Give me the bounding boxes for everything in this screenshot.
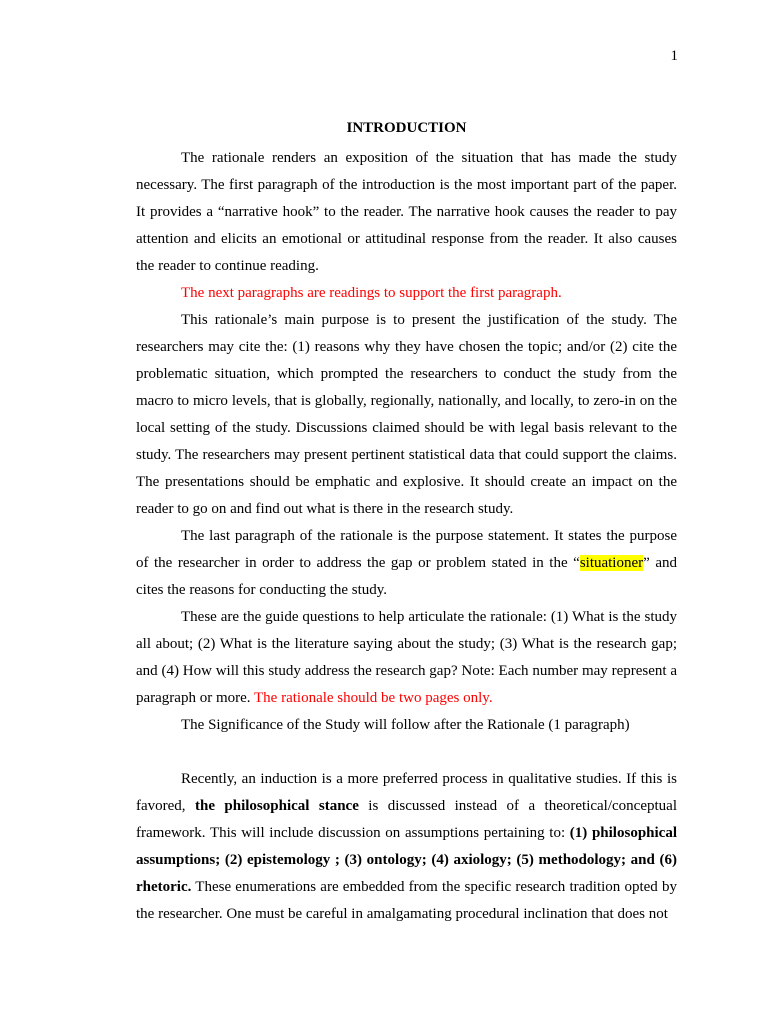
paragraph-purpose-statement <box>136 523 677 604</box>
paragraph-philosophical-stance <box>136 766 677 928</box>
document-body <box>136 118 677 928</box>
blank-line <box>136 739 677 766</box>
purpose-text-after: ” and cites the reasons for conducting the study. <box>136 555 677 598</box>
red-page-limit-note: The rationale should be two pages only. <box>254 690 493 706</box>
paragraph-guide-questions <box>136 604 677 712</box>
highlighted-term: situationer <box>579 555 644 571</box>
section-heading: INTRODUCTION <box>346 120 467 136</box>
stance-bold-phrase: the philosophical stance <box>194 798 359 814</box>
paragraph-rationale-purpose: This rationale’s main purpose is to present the justification of the study. The researchers may cite the: (1) reasons why they have chosen the topic; and/or (2) cite the problematic situation, which prompted the researchers to conduct the study from the macro to micro levels, that is globally, regionally, nationally, and locally, to zero-in on the local setting of the study. Discussions claimed should be with legal basis relevant to the study. The researchers may present pertinent statistical data that could support the claims. The presentations should be emphatic and explosive. It should create an impact on the reader to go on and find out what is there in the research study. <box>136 312 677 517</box>
page-number: 1 <box>670 48 678 64</box>
paragraph-significance-note: The Significance of the Study will follow after the Rationale (1 paragraph) <box>181 717 630 733</box>
guide-questions-text: These are the guide questions to help articulate the rationale: (1) What is the study all about; (2) What is the literature saying about the study; (3) What is the research gap; and (4) How will this study address the research gap? Note: Each number may represent a paragraph or more. <box>136 609 677 706</box>
assumptions-bold-list: (1) philosophical assumptions; (2) epistemology ; (3) ontology; (4) axiology; (5) methodology; and (6) rhetoric. <box>136 825 677 895</box>
paragraph-red-note: The next paragraphs are readings to support the first paragraph. <box>181 285 562 301</box>
stance-text-c: is discussed instead of a theoretical/conceptual framework. This will include discussion on assumptions pertaining to: <box>136 798 677 841</box>
stance-text-e: These enumerations are embedded from the specific research tradition opted by the researcher. One must be careful in amalgamating procedural inclination that does not <box>136 879 677 922</box>
stance-text-a: Recently, an induction is a more preferred process in qualitative studies. If this is favored, <box>136 771 677 814</box>
paragraph-rationale-intro: The rationale renders an exposition of the situation that has made the study necessary. The first paragraph of the introduction is the most important part of the paper. It provides a “narrative hook” to the reader. The narrative hook causes the reader to pay attention and elicits an emotional or attitudinal response from the reader. It also causes the reader to continue reading. <box>136 150 677 274</box>
purpose-text-before: The last paragraph of the rationale is the purpose statement. It states the purpose of the researcher in order to address the gap or problem stated in the “ <box>136 528 677 571</box>
